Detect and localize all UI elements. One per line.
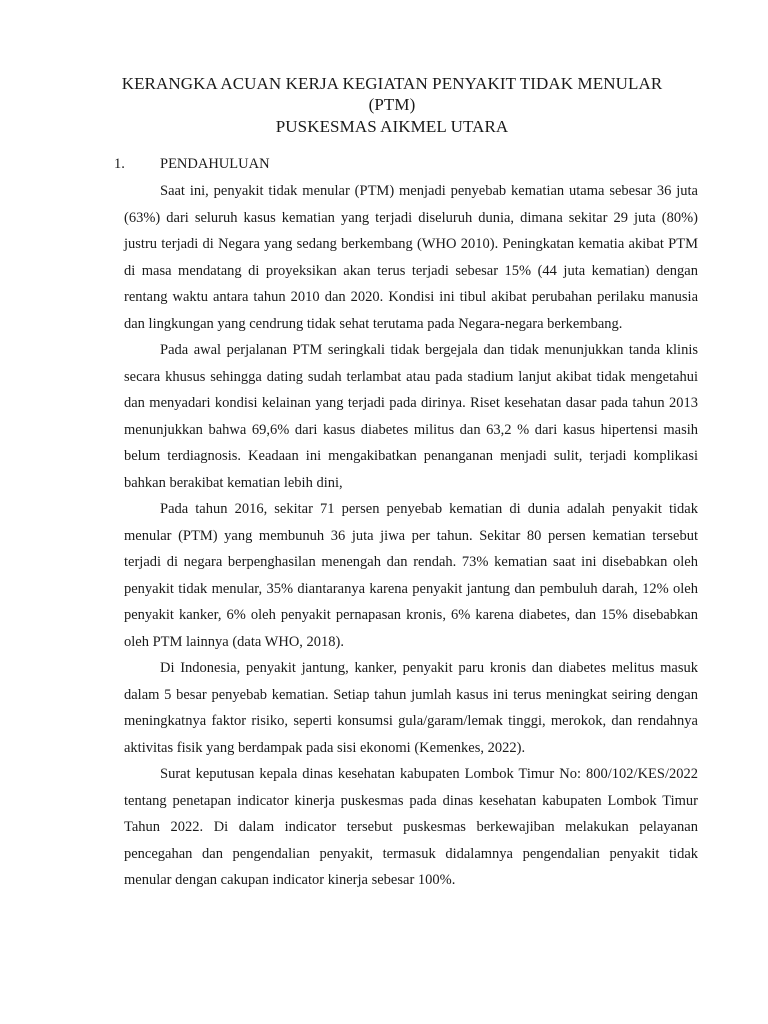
- document-title-line1: KERANGKA ACUAN KERJA KEGIATAN PENYAKIT TIDAK MENULAR: [121, 74, 663, 93]
- section-number: 1.: [114, 156, 125, 172]
- document-title-line2: (PTM): [368, 95, 416, 114]
- section-heading: PENDAHULUAN: [160, 156, 270, 172]
- section-body: [124, 178, 698, 894]
- paragraph-2: Pada awal perjalanan PTM seringkali tidak bergejala dan tidak menunjukkan tanda klinis secara khusus sehingga dating sudah terlambat atau pada stadium lanjut akibat tidak mengetahui dan menyadari kondisi kelainan yang terjadi pada dirinya. Riset kesehatan dasar pada tahun 2013 menunjukkan bahwa 69,6% dari kasus diabetes militus dan 63,2 % dari kasus hipertensi masih belum terdiagnosis. Keadaan ini mengakibatkan penanganan menjadi sulit, terjadi komplikasi bahkan berakibat kematian lebih dini,: [124, 342, 698, 491]
- paragraph-3: Pada tahun 2016, sekitar 71 persen penyebab kematian di dunia adalah penyakit tidak menular (PTM) yang membunuh 36 juta jiwa per tahun. Sekitar 80 persen kematian tersebut terjadi di negara berpenghasilan menengah dan rendah. 73% kematian saat ini disebabkan oleh penyakit tidak menular, 35% diantaranya karena penyakit jantung dan pembuluh darah, 12% oleh penyakit kanker, 6% oleh penyakit pernapasan kronis, 6% karena diabetes, dan 15% disebabkan oleh PTM lainnya (data WHO, 2018).: [124, 501, 698, 650]
- paragraph-5: Surat keputusan kepala dinas kesehatan kabupaten Lombok Timur No: 800/102/KES/2022 tentang penetapan indicator kinerja puskesmas pada dinas kesehatan kabupaten Lombok Timur Tahun 2022. Di dalam indicator tersebut puskesmas berkewajiban melakukan pelayanan pencegahan dan pengendalian penyakit, termasuk didalamnya pengendalian penyakit tidak menular dengan cakupan indicator kinerja sebesar 100%.: [124, 766, 698, 888]
- document-title-line3: PUSKESMAS AIKMEL UTARA: [275, 117, 509, 136]
- paragraph-1: Saat ini, penyakit tidak menular (PTM) menjadi penyebab kematian utama sebesar 36 juta (63%) dari seluruh kasus kematian yang terjadi diseluruh dunia, dimana sekitar 29 juta (80%) justru terjadi di Negara yang sedang berkembang (WHO 2010). Peningkatan kematia akibat PTM di masa mendatang di proyeksikan akan terus terjadi sebesar 15% (44 juta kematian) dengan rentang waktu antara tahun 2010 dan 2020. Kondisi ini tibul akibat perubahan perilaku manusia dan lingkungan yang cendrung tidak sehat terutama pada Negara-negara berkembang.: [124, 183, 698, 332]
- paragraph-4: Di Indonesia, penyakit jantung, kanker, penyakit paru kronis dan diabetes melitus masuk dalam 5 besar penyebab kematian. Setiap tahun jumlah kasus ini terus meningkat seiring dengan meningkatnya faktor risiko, seperti konsumsi gula/garam/lemak tinggi, merokok, dan rendahnya aktivitas fisik yang berdampak pada sisi ekonomi (Kemenkes, 2022).: [124, 660, 698, 756]
